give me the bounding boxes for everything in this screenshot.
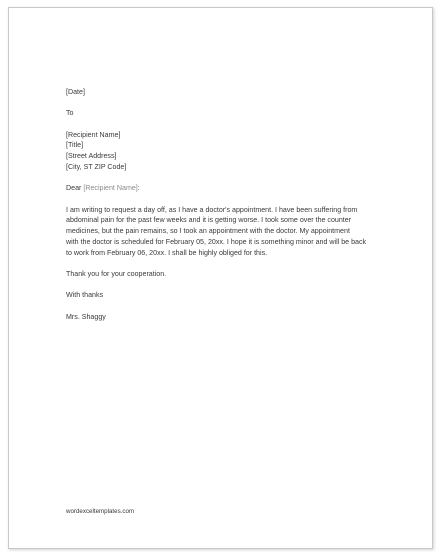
- city-state-zip-placeholder: [City, ST ZIP Code]: [66, 162, 127, 171]
- body-line: abdominal pain for the past few weeks and it is getting worse. I took some over the counter: [66, 216, 352, 225]
- body-line: I am writing to request a day off, as I have a doctor's appointment. I have been suffering from: [66, 205, 358, 214]
- recipient-address-block: [66, 130, 396, 173]
- recipient-title-placeholder: [Title]: [66, 141, 84, 150]
- body-paragraph: [66, 205, 396, 259]
- date-placeholder: [Date]: [66, 88, 85, 96]
- salutation-recipient-placeholder: [Recipient Name]: [83, 184, 138, 193]
- body-line: to work from February 06, 20xx. I shall be highly obliged for this.: [66, 248, 268, 257]
- footer-website: wordexceltemplates.com: [66, 508, 135, 515]
- salutation-prefix: Dear: [66, 184, 84, 193]
- signature-name: Mrs. Shaggy: [66, 312, 106, 321]
- thanks-line: Thank you for your cooperation.: [66, 270, 167, 279]
- letter-body: [66, 87, 396, 322]
- salutation: [66, 183, 396, 194]
- to-label: To: [66, 109, 74, 118]
- salutation-suffix: :: [137, 184, 140, 193]
- document-page: [8, 7, 433, 549]
- body-line: with the doctor is scheduled for February 05, 20xx. I hope it is something minor and will be back: [66, 237, 367, 246]
- street-address-placeholder: [Street Address]: [66, 152, 117, 161]
- body-line: medicines, but the pain remains, so I took an appointment with the doctor. My appointment: [66, 227, 350, 236]
- closing-line: With thanks: [66, 291, 104, 300]
- recipient-name-placeholder: [Recipient Name]: [66, 130, 121, 139]
